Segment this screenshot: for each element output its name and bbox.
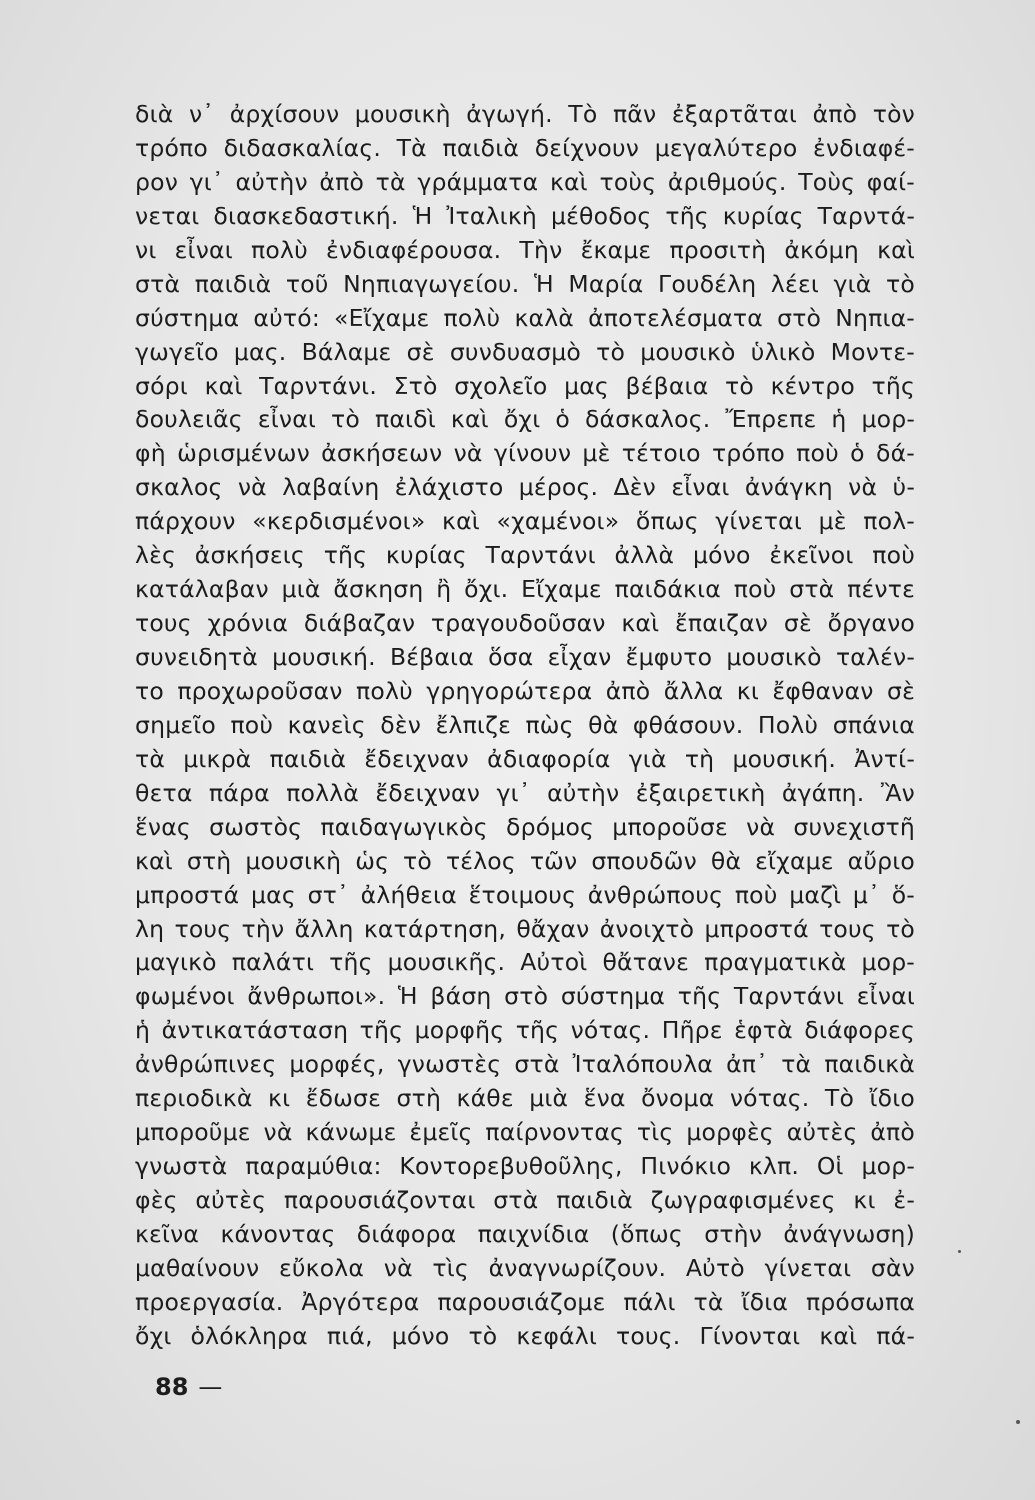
text-line: μποροῦμε νὰ κάνωμε ἐμεῖς παίρνοντας τὶς μορφὲς αὐτὲς ἀπὸ	[135, 1118, 915, 1147]
text-line: γνωστὰ παραμύθια: Κοντορεβυθοῦλης, Πινόκιο κλπ. Οἱ μορ-	[135, 1152, 915, 1181]
text-line: μαθαίνουν εὔκολα νὰ τὶς ἀναγνωρίζουν. Αὐτὸ γίνεται σὰν	[135, 1253, 915, 1282]
text-line: ἀνθρώπινες μορφές, γνωστὲς στὰ Ἰταλόπουλα ἀπ᾽ τὰ παιδικὰ	[135, 1050, 915, 1079]
text-line: ἕνας σωστὸς παιδαγωγικὸς δρόμος μποροῦσε νὰ συνεχιστῆ	[135, 812, 915, 841]
text-line: ὄχι ὁλόκληρα πιά, μόνο τὸ κεφάλι τους. Γίνονται καὶ πά-	[135, 1321, 915, 1350]
text-line: μαγικὸ παλάτι τῆς μουσικῆς. Αὐτοὶ θἄτανε πραγματικὰ μορ-	[135, 948, 915, 977]
text-line: νι εἶναι πολὺ ἐνδιαφέρουσα. Τὴν ἔκαμε προσιτὴ ἀκόμη καὶ	[135, 235, 915, 264]
page-number: 88	[155, 1373, 189, 1401]
text-line: καὶ στὴ μουσικὴ ὡς τὸ τέλος τῶν σπουδῶν θὰ εἴχαμε αὔριο	[135, 846, 915, 875]
text-line: ἡ ἀντικατάσταση τῆς μορφῆς τῆς νότας. Πῆρε ἑφτὰ διάφορες	[135, 1016, 915, 1045]
text-line: περιοδικὰ κι ἔδωσε στὴ κάθε μιὰ ἕνα ὄνομα νότας. Τὸ ἴδιο	[135, 1084, 915, 1113]
ink-speck	[1016, 1420, 1020, 1424]
text-line: θετα πάρα πολλὰ ἔδειχναν γι᾽ αὐτὴν ἐξαιρετικὴ ἀγάπη. Ἂν	[135, 778, 915, 807]
text-line: πάρχουν «κερδισμένοι» καὶ «χαμένοι» ὅπως γίνεται μὲ πολ-	[135, 507, 915, 536]
text-line: ρον γι᾽ αὐτὴν ἀπὸ τὰ γράμματα καὶ τοὺς ἀριθμούς. Τοὺς φαί-	[135, 167, 915, 196]
text-line: μπροστά μας στ᾽ ἀλήθεια ἕτοιμους ἀνθρώπους ποὺ μαζὶ μ᾽ ὅ-	[135, 880, 915, 909]
text-line: τρόπο διδασκαλίας. Τὰ παιδιὰ δείχνουν μεγαλύτερο ἐνδιαφέ-	[135, 133, 915, 162]
text-line: γωγεῖο μας. Βάλαμε σὲ συνδυασμὸ τὸ μουσικὸ ὑλικὸ Μοντε-	[135, 337, 915, 366]
text-line: συνειδητὰ μουσική. Βέβαια ὅσα εἶχαν ἔμφυτο μουσικὸ ταλέν-	[135, 643, 915, 671]
text-line: προεργασία. Ἀργότερα παρουσιάζομε πάλι τὰ ἴδια πρόσωπα	[135, 1287, 915, 1316]
page-number-dash: —	[198, 1373, 223, 1401]
text-line: σύστημα αὐτό: «Εἴχαμε πολὺ καλὰ ἀποτελέσματα στὸ Νηπια-	[135, 303, 915, 332]
text-line: σκαλος νὰ λαβαίνη ἐλάχιστο μέρος. Δὲν εἶναι ἀνάγκη νὰ ὑ-	[135, 473, 915, 502]
text-line: κατάλαβαν μιὰ ἄσκηση ἢ ὄχι. Εἴχαμε παιδάκια ποὺ στὰ πέντε	[135, 575, 915, 604]
text-line: φωμένοι ἄνθρωποι». Ἡ βάση στὸ σύστημα τῆς Ταρντάνι εἶναι	[135, 982, 915, 1011]
text-line: τὰ μικρὰ παιδιὰ ἔδειχναν ἀδιαφορία γιὰ τὴ μουσική. Ἀντί-	[135, 744, 915, 773]
ink-speck	[958, 1250, 961, 1253]
text-line: στὰ παιδιὰ τοῦ Νηπιαγωγείου. Ἡ Μαρία Γουδέλη λέει γιὰ τὸ	[135, 269, 915, 298]
page-footer	[155, 1372, 222, 1402]
text-line: νεται διασκεδαστική. Ἡ Ἰταλικὴ μέθοδος τῆς κυρίας Ταρντά-	[135, 201, 915, 230]
text-line: φὴ ὡρισμένων ἀσκήσεων νὰ γίνουν μὲ τέτοιο τρόπο ποὺ ὁ δά-	[135, 439, 915, 468]
text-line: δουλειᾶς εἶναι τὸ παιδὶ καὶ ὄχι ὁ δάσκαλος. Ἔπρεπε ἡ μορ-	[135, 405, 915, 434]
text-line: λὲς ἀσκήσεις τῆς κυρίας Ταρντάνι ἀλλὰ μόνο ἐκεῖνοι ποὺ	[135, 541, 915, 570]
text-line: σημεῖο ποὺ κανεὶς δὲν ἔλπιζε πὼς θὰ φθάσουν. Πολὺ σπάνια	[135, 710, 915, 739]
text-line: το προχωροῦσαν πολὺ γρηγορώτερα ἀπὸ ἄλλα κι ἔφθαναν σὲ	[135, 676, 915, 705]
text-line: σόρι καὶ Ταρντάνι. Στὸ σχολεῖο μας βέβαια τὸ κέντρο τῆς	[135, 371, 915, 400]
text-line: τους χρόνια διάβαζαν τραγουδοῦσαν καὶ ἔπαιζαν σὲ ὄργανο	[135, 609, 915, 638]
text-line: λη τους τὴν ἄλλη κατάρτηση, θἄχαν ἀνοιχτὸ μπροστά τους τὸ	[135, 914, 915, 943]
body-text	[135, 98, 915, 1354]
text-line: κεῖνα κάνοντας διάφορα παιχνίδια (ὅπως στὴν ἀνάγνωση)	[135, 1219, 915, 1248]
text-line: διὰ ν᾽ ἀρχίσουν μουσικὴ ἀγωγή. Τὸ πᾶν ἐξαρτᾶται ἀπὸ τὸν	[135, 100, 915, 128]
text-line: φὲς αὐτὲς παρουσιάζονται στὰ παιδιὰ ζωγραφισμένες κι ἐ-	[135, 1186, 915, 1214]
